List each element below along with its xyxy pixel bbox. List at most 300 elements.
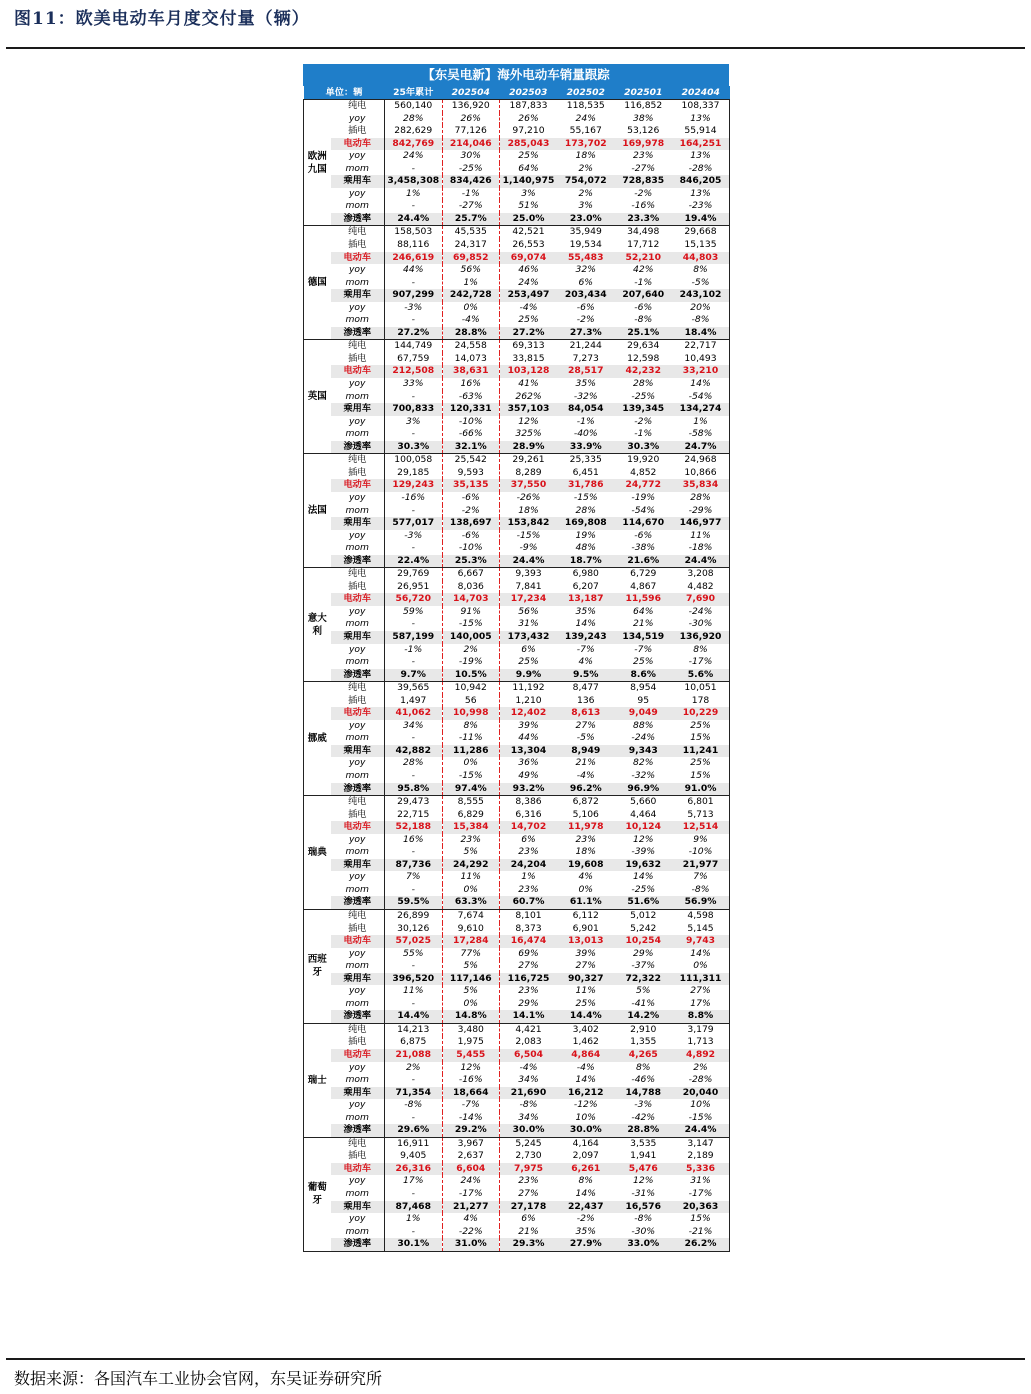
value-cell: 56% [518, 605, 539, 617]
value-cell: - [411, 846, 415, 858]
value-cell: 253,497 [500, 289, 558, 302]
metric-label: mom [331, 960, 385, 973]
value-cell: 28% [403, 757, 424, 769]
value-cell: -15% [573, 491, 598, 503]
value-cell: 134,274 [672, 403, 730, 416]
value-cell: 136 [576, 694, 595, 706]
value-cell: 6,207 [572, 580, 599, 592]
value-cell: -5% [672, 277, 730, 290]
value-cell: -16% [631, 200, 656, 212]
value-cell: 51.6% [615, 896, 673, 909]
table-row [304, 1226, 730, 1239]
value-cell: 17% [403, 1175, 424, 1187]
value-cell: 93.2% [500, 783, 558, 796]
value-cell: 84,054 [557, 403, 615, 416]
region-label: 欧洲九国 [304, 100, 331, 226]
value-cell: 12,514 [672, 821, 730, 834]
metric-label: 电动车 [331, 1163, 385, 1176]
value-cell: -1% [404, 643, 423, 655]
value-cell: -54% [672, 391, 730, 404]
value-cell: 5,145 [672, 923, 730, 936]
value-cell: 754,072 [557, 175, 615, 188]
value-cell: 11% [403, 985, 424, 997]
value-cell: 6% [521, 643, 536, 655]
metric-label: 纯电 [331, 340, 385, 353]
value-cell: 1% [521, 871, 536, 883]
metric-label: 插电 [331, 353, 385, 366]
value-cell: 27.9% [557, 1238, 615, 1251]
value-cell: 10,942 [442, 682, 500, 695]
value-cell: 28% [672, 492, 730, 505]
metric-label: 乘用车 [331, 403, 385, 416]
value-cell: 27% [672, 985, 730, 998]
value-cell: -46% [631, 1074, 656, 1086]
value-cell: 9.7% [385, 669, 443, 682]
table-row [304, 644, 730, 657]
table-row [304, 568, 730, 581]
value-cell: 1,975 [442, 1036, 500, 1049]
table-row [304, 695, 730, 708]
table-row [304, 113, 730, 126]
value-cell: 44,803 [672, 252, 730, 265]
value-cell: 27.3% [557, 327, 615, 340]
metric-label: 乘用车 [331, 859, 385, 872]
value-cell: 5% [442, 960, 500, 973]
value-cell: 30% [442, 150, 500, 163]
value-cell: 325% [515, 428, 542, 440]
value-cell: 15,135 [672, 239, 730, 252]
value-cell: 842,769 [385, 138, 443, 151]
value-cell: 55,483 [557, 252, 615, 265]
table-row [304, 1074, 730, 1087]
value-cell: 5% [442, 846, 500, 859]
metric-label: yoy [331, 871, 385, 884]
value-cell: 22,717 [672, 340, 730, 353]
value-cell: 8,036 [442, 581, 500, 594]
value-cell: 116,852 [624, 100, 663, 111]
value-cell: 11,596 [615, 593, 673, 606]
value-cell: 24.4% [385, 213, 443, 226]
table-row [304, 138, 730, 151]
metric-label: mom [331, 314, 385, 327]
value-cell: -2% [576, 1213, 595, 1225]
value-cell: 61.1% [557, 896, 615, 909]
value-cell: 41,062 [385, 707, 443, 720]
value-cell: 31,786 [557, 479, 615, 492]
value-cell: 17,284 [442, 935, 500, 948]
table-row [304, 340, 730, 353]
value-cell: -8% [634, 314, 653, 326]
value-cell: 8.8% [672, 1010, 730, 1023]
table-row [304, 669, 730, 682]
value-cell: 3,535 [630, 1137, 657, 1149]
metric-label: 插电 [331, 467, 385, 480]
value-cell: 12,598 [627, 352, 660, 364]
value-cell: 51% [518, 200, 539, 212]
value-cell: 21.6% [615, 555, 673, 568]
value-cell: 116,725 [500, 973, 558, 986]
value-cell: 29.3% [500, 1238, 558, 1251]
value-cell: -2% [634, 187, 653, 199]
value-cell: 24,772 [615, 479, 673, 492]
value-cell: 95 [637, 694, 650, 706]
value-cell: 120,331 [442, 403, 500, 416]
value-cell: 23% [575, 833, 596, 845]
table-row [304, 796, 730, 809]
metric-label: yoy [331, 834, 385, 847]
header-row [304, 86, 730, 100]
table-row [304, 1023, 730, 1036]
value-cell: 1,140,975 [500, 175, 558, 188]
value-cell: 28% [403, 112, 424, 124]
value-cell: 14.2% [615, 1010, 673, 1023]
value-cell: 4,164 [572, 1137, 599, 1149]
metric-label: 渗透率 [331, 555, 385, 568]
value-cell: 4,867 [630, 580, 657, 592]
metric-label: mom [331, 1226, 385, 1239]
value-cell: 24,317 [442, 239, 500, 252]
table-row [304, 365, 730, 378]
value-cell: 29,185 [397, 466, 430, 478]
value-cell: 30.1% [385, 1238, 443, 1251]
metric-label: yoy [331, 416, 385, 429]
metric-label: mom [331, 732, 385, 745]
value-cell: 21,690 [500, 1087, 558, 1100]
value-cell: 42,882 [385, 745, 443, 758]
value-cell: 23% [442, 834, 500, 847]
value-cell: 103,128 [500, 365, 558, 378]
table-row [304, 327, 730, 340]
metric-label: mom [331, 542, 385, 555]
value-cell: 6,829 [442, 809, 500, 822]
value-cell: -1% [442, 188, 500, 201]
value-cell: 91% [442, 606, 500, 619]
value-cell: 10,493 [672, 353, 730, 366]
value-cell: 30.0% [557, 1124, 615, 1137]
table-row [304, 100, 730, 113]
value-cell: 6,261 [557, 1163, 615, 1176]
value-cell: -23% [672, 200, 730, 213]
value-cell: 12,402 [500, 707, 558, 720]
metric-label: 电动车 [331, 479, 385, 492]
metric-label: mom [331, 884, 385, 897]
value-cell: 111,311 [672, 973, 730, 986]
value-cell: -24% [672, 606, 730, 619]
value-cell: 26,316 [385, 1163, 443, 1176]
table-row [304, 252, 730, 265]
value-cell: 27,178 [500, 1201, 558, 1214]
value-cell: 136,920 [442, 100, 500, 113]
table-row [304, 542, 730, 555]
value-cell: -9% [519, 542, 538, 554]
value-cell: 16,576 [615, 1201, 673, 1214]
value-cell: 28,517 [557, 365, 615, 378]
value-cell: 87,468 [385, 1201, 443, 1214]
value-cell: 577,017 [385, 517, 443, 530]
value-cell: -1% [634, 276, 653, 288]
table-row [304, 175, 730, 188]
table-row [304, 441, 730, 454]
value-cell: 45,535 [442, 226, 500, 239]
value-cell: 907,299 [385, 289, 443, 302]
metric-label: 渗透率 [331, 896, 385, 909]
value-cell: 21% [518, 1225, 539, 1237]
value-cell: 262% [515, 390, 542, 402]
value-cell: 24.7% [672, 441, 730, 454]
metric-label: 乘用车 [331, 1201, 385, 1214]
value-cell: 8% [442, 720, 500, 733]
value-cell: -7% [442, 1099, 500, 1112]
value-cell: 8,101 [515, 910, 542, 921]
value-cell: 0% [442, 884, 500, 897]
metric-label: 电动车 [331, 593, 385, 606]
value-cell: 77% [442, 948, 500, 961]
value-cell: -17% [672, 1188, 730, 1201]
table-row [304, 618, 730, 631]
value-cell: -3% [634, 1099, 653, 1111]
value-cell: 10% [672, 1099, 730, 1112]
value-cell: 11,978 [557, 821, 615, 834]
value-cell: 24% [442, 1175, 500, 1188]
value-cell: 24.4% [672, 1124, 730, 1137]
value-cell: 16,212 [557, 1087, 615, 1100]
metric-label: yoy [331, 378, 385, 391]
value-cell: 44% [518, 732, 539, 744]
value-cell: - [411, 883, 415, 895]
metric-label: 电动车 [331, 365, 385, 378]
value-cell: 214,046 [442, 138, 500, 151]
value-cell: 5% [635, 985, 651, 997]
value-cell: 9,743 [672, 935, 730, 948]
value-cell: 46% [518, 264, 539, 276]
value-cell: - [411, 162, 415, 174]
value-cell: 28.9% [500, 441, 558, 454]
value-cell: 8% [672, 264, 730, 277]
value-cell: -7% [576, 643, 595, 655]
value-cell: -26% [516, 491, 541, 503]
value-cell: 7% [405, 871, 421, 883]
value-cell: 16,474 [500, 935, 558, 948]
value-cell: 2,637 [442, 1150, 500, 1163]
value-cell: 140,005 [442, 631, 500, 644]
value-cell: 4,482 [672, 581, 730, 594]
value-cell: 27% [518, 1188, 539, 1200]
table-row [304, 1049, 730, 1062]
value-cell: 60.7% [500, 896, 558, 909]
metric-label: 纯电 [331, 796, 385, 809]
value-cell: - [411, 504, 415, 516]
value-cell: -28% [672, 1074, 730, 1087]
header-col: 202501 [615, 86, 673, 100]
value-cell: 203,434 [557, 289, 615, 302]
value-cell: 187,833 [509, 100, 548, 111]
metric-label: yoy [331, 1099, 385, 1112]
metric-label: mom [331, 163, 385, 176]
value-cell: 129,243 [385, 479, 443, 492]
value-cell: 23% [518, 985, 539, 997]
value-cell: 14% [575, 1074, 596, 1086]
value-cell: -42% [631, 1111, 656, 1123]
value-cell: 12% [633, 1175, 654, 1187]
value-cell: - [411, 428, 415, 440]
table-row [304, 1150, 730, 1163]
value-cell: 25% [518, 314, 539, 326]
value-cell: 57,025 [385, 935, 443, 948]
value-cell: 4,265 [615, 1049, 673, 1062]
value-cell: -17% [442, 1188, 500, 1201]
value-cell: 19,632 [615, 859, 673, 872]
value-cell: 69% [518, 947, 539, 959]
value-cell: 96.2% [557, 783, 615, 796]
value-cell: 10,998 [442, 707, 500, 720]
value-cell: 24% [575, 112, 596, 124]
value-cell: 1,497 [400, 694, 427, 706]
value-cell: 4,598 [672, 910, 730, 923]
value-cell: 158,503 [394, 226, 433, 238]
metric-label: 乘用车 [331, 745, 385, 758]
table-row [304, 403, 730, 416]
value-cell: 11% [672, 530, 730, 543]
value-cell: 11,241 [672, 745, 730, 758]
value-cell: 18% [518, 504, 539, 516]
value-cell: 17,234 [500, 593, 558, 606]
value-cell: 67,759 [397, 352, 430, 364]
value-cell: -11% [442, 732, 500, 745]
value-cell: 2,730 [515, 1150, 542, 1162]
metric-label: mom [331, 505, 385, 518]
metric-label: mom [331, 656, 385, 669]
value-cell: -24% [631, 732, 656, 744]
value-cell: 31.0% [442, 1238, 500, 1251]
metric-label: mom [331, 618, 385, 631]
value-cell: 5,336 [672, 1163, 730, 1176]
value-cell: -5% [576, 732, 595, 744]
metric-label: 纯电 [331, 1137, 385, 1150]
table-row [304, 745, 730, 758]
value-cell: 42,232 [615, 365, 673, 378]
value-cell: 29% [518, 997, 539, 1009]
value-cell: 31% [518, 618, 539, 630]
value-cell: 7,674 [442, 910, 500, 923]
value-cell: 14,703 [442, 593, 500, 606]
value-cell: -2% [442, 505, 500, 518]
value-cell: -2% [576, 314, 595, 326]
value-cell: - [411, 618, 415, 630]
value-cell: 560,140 [394, 100, 433, 111]
value-cell: 3,402 [572, 1023, 599, 1035]
value-cell: 14% [575, 1188, 596, 1200]
value-cell: 6% [521, 833, 536, 845]
table-row [304, 1087, 730, 1100]
value-cell: 22,715 [397, 808, 430, 820]
value-cell: -15% [672, 1112, 730, 1125]
value-cell: 1% [405, 1213, 421, 1225]
region-label: 意大利 [304, 568, 331, 682]
value-cell: 114,670 [615, 517, 673, 530]
table-row [304, 302, 730, 315]
metric-label: 乘用车 [331, 973, 385, 986]
value-cell: 6,729 [630, 568, 657, 580]
data-grid [303, 86, 730, 1252]
value-cell: 10,866 [672, 467, 730, 480]
metric-label: 纯电 [331, 226, 385, 239]
table-row [304, 896, 730, 909]
value-cell: 8% [672, 644, 730, 657]
value-cell: 27.2% [385, 327, 443, 340]
table-row [304, 517, 730, 530]
value-cell: 9.5% [557, 669, 615, 682]
value-cell: 23% [518, 846, 539, 858]
value-cell: -6% [442, 530, 500, 543]
value-cell: -15% [516, 529, 541, 541]
value-cell: 64% [633, 605, 654, 617]
value-cell: 25% [518, 150, 539, 162]
value-cell: 1,462 [572, 1036, 599, 1048]
value-cell: -22% [442, 1226, 500, 1239]
metric-label: yoy [331, 1062, 385, 1075]
value-cell: 15% [672, 770, 730, 783]
table-row [304, 631, 730, 644]
value-cell: 5% [442, 985, 500, 998]
table-row [304, 1010, 730, 1023]
value-cell: 153,842 [500, 517, 558, 530]
value-cell: 15% [672, 732, 730, 745]
metric-label: mom [331, 846, 385, 859]
region-label: 葡萄牙 [304, 1137, 331, 1251]
value-cell: 587,199 [385, 631, 443, 644]
value-cell: 18.7% [557, 555, 615, 568]
value-cell: 27% [518, 960, 539, 972]
value-cell: 3,458,308 [385, 175, 443, 188]
value-cell: 52,188 [385, 821, 443, 834]
value-cell: 6% [578, 276, 594, 288]
table-row [304, 454, 730, 467]
value-cell: 6,316 [515, 808, 542, 820]
value-cell: - [411, 997, 415, 1009]
value-cell: 14% [672, 378, 730, 391]
table-row [304, 910, 730, 923]
table-row [304, 757, 730, 770]
region-label: 西班牙 [304, 910, 331, 1024]
value-cell: 14.4% [557, 1010, 615, 1023]
value-cell: 32% [575, 264, 596, 276]
value-cell: 33.0% [615, 1238, 673, 1251]
value-cell: 30.0% [500, 1124, 558, 1137]
value-cell: 9,049 [615, 707, 673, 720]
value-cell: 108,337 [672, 100, 730, 113]
value-cell: 17% [672, 998, 730, 1011]
table-row [304, 467, 730, 480]
value-cell: 8,949 [557, 745, 615, 758]
table-row [304, 277, 730, 290]
value-cell: 3,208 [672, 568, 730, 581]
value-cell: 29,769 [397, 568, 430, 580]
table-row [304, 353, 730, 366]
value-cell: -31% [631, 1188, 656, 1200]
value-cell: 88% [633, 719, 654, 731]
value-cell: 26.2% [672, 1238, 730, 1251]
value-cell: 7,690 [672, 593, 730, 606]
metric-label: 乘用车 [331, 1087, 385, 1100]
region-label: 瑞典 [304, 796, 331, 910]
value-cell: 18.4% [672, 327, 730, 340]
value-cell: 59.5% [385, 896, 443, 909]
metric-label: yoy [331, 948, 385, 961]
value-cell: 134,519 [615, 631, 673, 644]
value-cell: 1,941 [630, 1150, 657, 1162]
value-cell: 13% [672, 150, 730, 163]
value-cell: 4,892 [672, 1049, 730, 1062]
